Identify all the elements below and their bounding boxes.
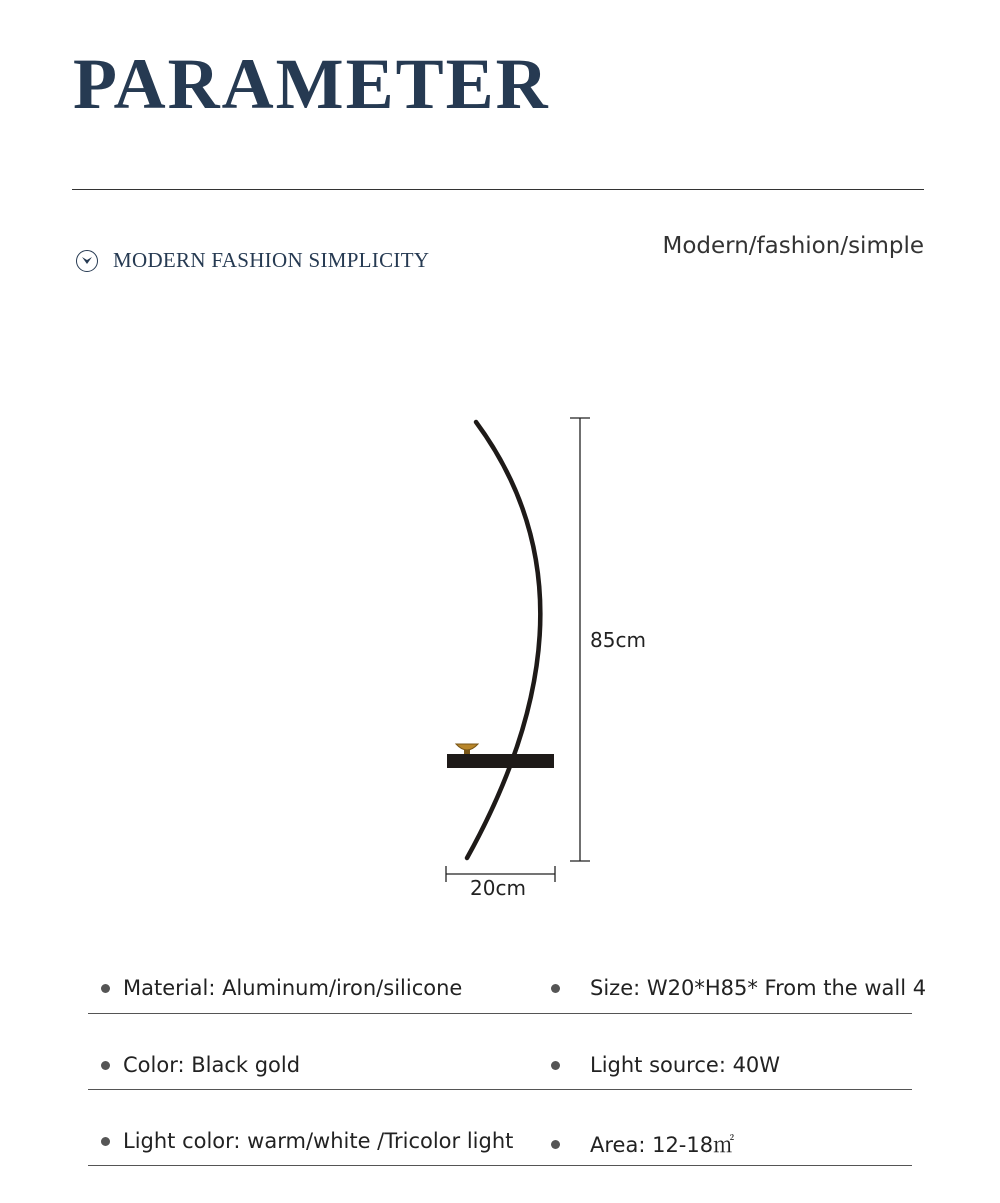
spec-material <box>101 976 462 1000</box>
lamp-bulb <box>456 744 478 750</box>
spec-divider <box>88 1089 912 1090</box>
spec-label: Size: W20*H85* From the wall 4 <box>590 976 927 1000</box>
height-label: 85cm <box>590 628 646 652</box>
bullet-icon <box>101 1061 110 1070</box>
bullet-icon <box>101 1137 110 1146</box>
spec-color <box>101 1053 300 1077</box>
lamp-shelf <box>447 754 554 768</box>
width-label: 20cm <box>470 876 526 900</box>
lamp-arc <box>467 422 540 858</box>
bullet-icon <box>551 1061 560 1070</box>
spec-light-source <box>551 1053 780 1077</box>
style-label: Modern/fashion/simple <box>662 233 924 259</box>
spec-area <box>551 1129 734 1159</box>
bullet-icon <box>101 984 110 993</box>
spec-label: Light source: 40W <box>590 1053 781 1077</box>
bullet-icon <box>551 984 560 993</box>
page-title: PARAMETER <box>73 44 550 124</box>
lamp-bulb-base <box>464 750 470 754</box>
spec-label: Light color: warm/white /Tricolor light <box>123 1129 514 1153</box>
spec-label: Area: 12-18㎡ <box>590 1133 735 1157</box>
spec-divider <box>88 1013 912 1014</box>
spec-divider <box>88 1165 912 1166</box>
spec-light-color <box>101 1129 513 1153</box>
subtitle: MODERN FASHION SIMPLICITY <box>113 248 430 272</box>
spec-label: Color: Black gold <box>123 1053 301 1077</box>
spec-label: Material: Aluminum/iron/silicone <box>123 976 463 1000</box>
bullet-icon <box>551 1140 560 1149</box>
spec-size <box>551 976 926 1000</box>
